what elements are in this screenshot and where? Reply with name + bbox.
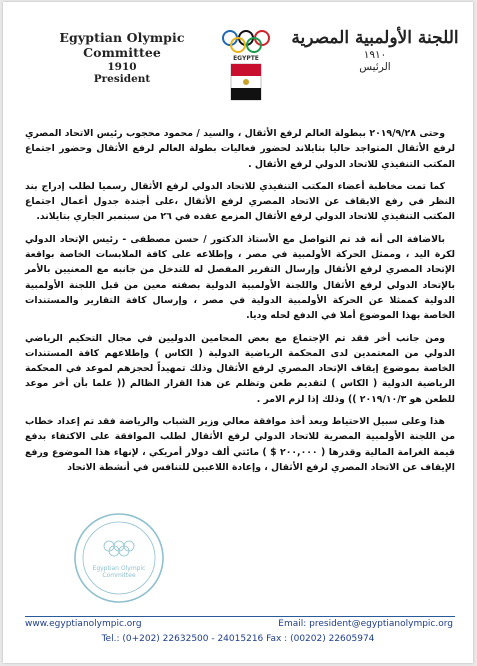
letter-page — [3, 2, 473, 663]
footer-phone-fax: Tel.: (0+202) 22632500 - 24015216 Fax : (00202) 22605974 — [101, 634, 375, 644]
footer-divider — [25, 616, 455, 617]
president-title-english: President — [93, 73, 151, 85]
org-name-english: Egyptian Olympic Committee — [59, 30, 185, 60]
paragraph-3: بالاضافة الى أنه قد تم التواصل مع الأستاذ الدكتور / حسن مصطفى - رئيس الإتحاد الدولي لكرة اليد ، وممثل الحركة الأولمبية في مصر ، وإطلاعه على كافة الملابسات الخاصة بواقعة الإتحاد المصري لرفع الأثقال وإرسال التقرير المفصل له للتدخل من جانبه مع المعنيين بالأمر بالإتحاد الدولي لرفع الأثقال واللجنة الأولمبية الدولية بصفته معين من قبل اللجنة الأولمبية الدولية كممثلا عن الحركة الأولمبية الدولية في مصر ، وإرسال كافة التقارير والمستندات الخاصة بهذا الموضوع أملا في الدفع لحله وديا. — [25, 233, 455, 322]
founding-year-english: 1910 — [107, 61, 137, 73]
footer-email-link[interactable]: Email: president@egyptianolympic.org — [278, 619, 453, 629]
committee-stamp — [71, 510, 167, 606]
olympic-rings-icon — [216, 28, 276, 102]
stamp-seal-icon — [71, 510, 167, 606]
footer-website-link[interactable]: www.egyptianolympic.org — [25, 619, 142, 629]
stamp-text: Egyptian Olympic Committee — [92, 565, 146, 579]
header-english — [37, 30, 207, 85]
header-arabic — [285, 28, 465, 73]
paragraph-2: كما تمت مخاطبة أعضاء المكتب التنفيذي للاتحاد الدولي لرفع الأثقال رسميا لطلب إدراج بند النظر في رفع الايقاف عن الاتحاد المصري لرفع الأثقال ،على أجندة جدول أعمال اجتماع المكتب التنفيذي للاتحاد الدولي لرفع الأثقال المزمع عقده في ٢٦ من سبتمبر الجاري بتايلاند. — [25, 180, 455, 223]
logo-caption: EGYPTE — [233, 55, 259, 62]
paragraph-1: وحتى ٢٠١٩/٩/٢٨ ببطولة العالم لرفع الأثقال ، والسيد / محمود محجوب رئيس الاتحاد المصري لرفع الأثقال المتواجد حاليا بتايلاند لحضور فعاليات بطولة العالم لرفع الأثقال وحضور اجتماع المكتب التنفيذي للاتحاد الدولي لرفع الأثقال . — [25, 128, 455, 170]
olympic-logo — [216, 28, 276, 102]
president-title-arabic: الرئيس — [359, 61, 391, 73]
paragraph-4: ومن جانب أخر فقد تم الإجتماع مع بعض المحامين الدوليين في مجال التحكيم الرياضي الدولي من المعتمدين لدى المحكمة الرياضية الدولية ( الكاس ) وإطلاعهم كافة المستندات الخاصة بموضوع إيقاف الإتحاد المصري لرفع الأثقال وذلك تمهيداً لحجزهم لموعد في المحكمة الرياضية الدولية ( الكاس ) لتقديم طعن وتظلم عن هذا القرار الظالم (( علما بأن أخر موعد للطعن هو ٢٠١٩/١٠/٣ )) وذلك إذا لزم الامر . — [25, 332, 455, 405]
founding-year-arabic: ١٩١٠ — [363, 49, 387, 61]
paragraph-5: هذا وعلى سبيل الاحتياط وبعد أخذ موافقة معالي وزير الشباب والرياضة فقد تم إعداد خطاب من اللجنة الأولمبية المصرية للاتحاد الدولي لرفع الأثقال لطلب الموافقة على الاكتفاء بدفع قيمة الغرامة المالية وقدرها ( ٢٠٠,٠٠٠ $ ) مائتي ألف دولار أمريكي ، لإنهاء هذا الموضوع ورفع الإيقاف عن الاتحاد المصري لرفع الأثقال ، وإعادة اللاعبين للتنافس في أنشطة الاتحاد — [25, 416, 456, 473]
org-name-arabic: اللجنة الأولمبية المصرية — [291, 28, 459, 48]
letter-body — [25, 126, 455, 482]
